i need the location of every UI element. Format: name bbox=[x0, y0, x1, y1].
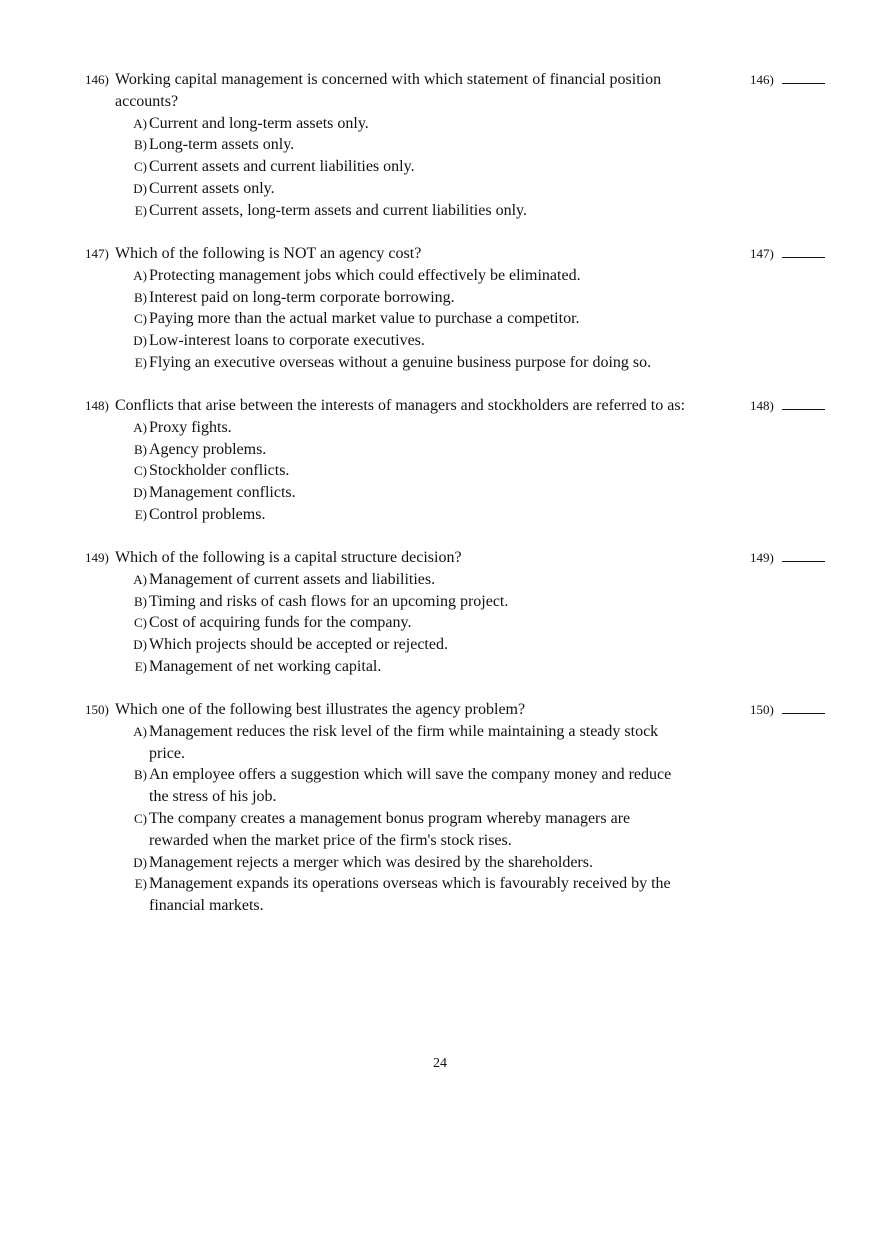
option-list bbox=[85, 569, 830, 678]
option-text: Current assets, long-term assets and current liabilities only. bbox=[149, 201, 527, 219]
option-text: Timing and risks of cash flows for an upcoming project. bbox=[149, 592, 509, 610]
option-a bbox=[85, 113, 830, 135]
answer-slot[interactable] bbox=[750, 547, 825, 569]
option-letter: A) bbox=[133, 723, 147, 739]
answer-blank[interactable] bbox=[782, 701, 825, 714]
option-d bbox=[85, 634, 830, 656]
option-text: Control problems. bbox=[149, 505, 266, 523]
option-e bbox=[85, 504, 830, 526]
option-text: Protecting management jobs which could effectively be eliminated. bbox=[149, 266, 581, 284]
question-146 bbox=[85, 69, 830, 222]
question-text: Working capital management is concerned with which statement of financial position bbox=[115, 71, 662, 88]
answer-label: 150) bbox=[750, 702, 774, 717]
question-text: Which of the following is NOT an agency cost? bbox=[115, 245, 422, 262]
option-letter: B) bbox=[134, 593, 147, 609]
option-letter: A) bbox=[133, 267, 147, 283]
option-text: Management expands its operations overseas which is favourably received by the bbox=[149, 875, 671, 893]
question-number: 147) bbox=[85, 246, 109, 261]
question-stem bbox=[85, 243, 830, 265]
option-c bbox=[85, 156, 830, 178]
option-letter: C) bbox=[134, 810, 147, 826]
option-letter: C) bbox=[134, 311, 147, 327]
option-letter: A) bbox=[133, 571, 147, 587]
answer-slot[interactable] bbox=[750, 395, 825, 417]
question-147 bbox=[85, 243, 830, 374]
option-text: Current assets and current liabilities only. bbox=[149, 158, 415, 176]
option-text: Management rejects a merger which was desired by the shareholders. bbox=[149, 853, 593, 871]
option-text: Which projects should be accepted or rejected. bbox=[149, 636, 448, 654]
question-148 bbox=[85, 395, 830, 526]
option-letter: D) bbox=[133, 637, 147, 653]
option-text-continued: financial markets. bbox=[149, 897, 264, 915]
option-letter: B) bbox=[134, 441, 147, 457]
option-d bbox=[85, 178, 830, 200]
question-stem bbox=[85, 699, 830, 721]
option-letter: A) bbox=[133, 419, 147, 435]
option-text: Flying an executive overseas without a genuine business purpose for doing so. bbox=[149, 353, 652, 371]
answer-slot[interactable] bbox=[750, 699, 825, 721]
option-text: Management of net working capital. bbox=[149, 657, 382, 675]
option-text: Paying more than the actual market value to purchase a competitor. bbox=[149, 310, 580, 328]
question-text-continued: accounts? bbox=[115, 92, 179, 110]
option-text: Interest paid on long-term corporate borrowing. bbox=[149, 288, 455, 306]
question-text: Which of the following is a capital structure decision? bbox=[115, 549, 462, 566]
option-letter: B) bbox=[134, 289, 147, 305]
answer-label: 147) bbox=[750, 246, 774, 261]
option-letter: D) bbox=[133, 485, 147, 501]
option-e bbox=[85, 200, 830, 222]
question-number: 146) bbox=[85, 72, 109, 87]
answer-slot[interactable] bbox=[750, 69, 825, 91]
option-c bbox=[85, 460, 830, 482]
option-letter: C) bbox=[134, 159, 147, 175]
option-letter: A) bbox=[133, 115, 147, 131]
question-number: 150) bbox=[85, 702, 109, 717]
option-text: Stockholder conflicts. bbox=[149, 462, 290, 480]
option-letter: E) bbox=[134, 658, 147, 674]
answer-blank[interactable] bbox=[782, 397, 825, 410]
option-letter: C) bbox=[134, 615, 147, 631]
option-list bbox=[85, 113, 830, 222]
option-text: Current and long-term assets only. bbox=[149, 114, 369, 132]
option-b bbox=[85, 764, 830, 808]
option-a bbox=[85, 721, 830, 765]
option-d bbox=[85, 330, 830, 352]
option-b bbox=[85, 439, 830, 461]
option-a bbox=[85, 265, 830, 287]
option-text: The company creates a management bonus program whereby managers are bbox=[149, 809, 631, 827]
option-b bbox=[85, 134, 830, 156]
answer-label: 148) bbox=[750, 398, 774, 413]
question-stem bbox=[85, 395, 830, 417]
answer-blank[interactable] bbox=[782, 549, 825, 562]
question-149 bbox=[85, 547, 830, 678]
option-text: Proxy fights. bbox=[149, 418, 232, 436]
option-d bbox=[85, 482, 830, 504]
answer-blank[interactable] bbox=[782, 245, 825, 258]
option-list bbox=[85, 721, 830, 917]
option-text: Current assets only. bbox=[149, 179, 275, 197]
option-a bbox=[85, 569, 830, 591]
option-text: Long-term assets only. bbox=[149, 136, 295, 154]
answer-slot[interactable] bbox=[750, 243, 825, 265]
option-letter: B) bbox=[134, 137, 147, 153]
option-b bbox=[85, 287, 830, 309]
option-c bbox=[85, 308, 830, 330]
option-text: Management reduces the risk level of the firm while maintaining a steady stock bbox=[149, 722, 659, 740]
answer-label: 146) bbox=[750, 72, 774, 87]
option-letter: B) bbox=[134, 767, 147, 783]
option-d bbox=[85, 852, 830, 874]
option-b bbox=[85, 591, 830, 613]
question-text: Which one of the following best illustrates the agency problem? bbox=[115, 701, 526, 718]
option-text-continued: price. bbox=[149, 744, 185, 762]
question-number: 148) bbox=[85, 398, 109, 413]
answer-blank[interactable] bbox=[782, 71, 825, 84]
option-a bbox=[85, 417, 830, 439]
option-text: Management conflicts. bbox=[149, 484, 296, 502]
question-stem bbox=[85, 69, 830, 91]
option-letter: E) bbox=[134, 506, 147, 522]
option-letter: E) bbox=[134, 876, 147, 892]
option-letter: E) bbox=[134, 202, 147, 218]
page-number: 24 bbox=[433, 1056, 447, 1071]
option-letter: C) bbox=[134, 463, 147, 479]
option-text: Agency problems. bbox=[149, 440, 267, 458]
option-letter: D) bbox=[133, 180, 147, 196]
option-text-continued: rewarded when the market price of the firm's stock rises. bbox=[149, 831, 512, 849]
option-text: An employee offers a suggestion which will save the company money and reduce bbox=[149, 766, 672, 784]
option-e bbox=[85, 873, 830, 917]
question-text: Conflicts that arise between the interests of managers and stockholders are referred to as: bbox=[115, 397, 686, 414]
option-text-continued: the stress of his job. bbox=[149, 788, 277, 806]
option-e bbox=[85, 352, 830, 374]
option-letter: D) bbox=[133, 854, 147, 870]
option-text: Management of current assets and liabilities. bbox=[149, 570, 436, 588]
option-list bbox=[85, 265, 830, 374]
question-stem bbox=[85, 547, 830, 569]
question-number: 149) bbox=[85, 550, 109, 565]
option-letter: E) bbox=[134, 354, 147, 370]
option-list bbox=[85, 417, 830, 526]
option-e bbox=[85, 656, 830, 678]
question-150 bbox=[85, 699, 830, 917]
option-c bbox=[85, 808, 830, 852]
option-c bbox=[85, 612, 830, 634]
option-text: Low-interest loans to corporate executives. bbox=[149, 332, 425, 350]
answer-label: 149) bbox=[750, 550, 774, 565]
option-text: Cost of acquiring funds for the company. bbox=[149, 614, 412, 632]
option-letter: D) bbox=[133, 333, 147, 349]
